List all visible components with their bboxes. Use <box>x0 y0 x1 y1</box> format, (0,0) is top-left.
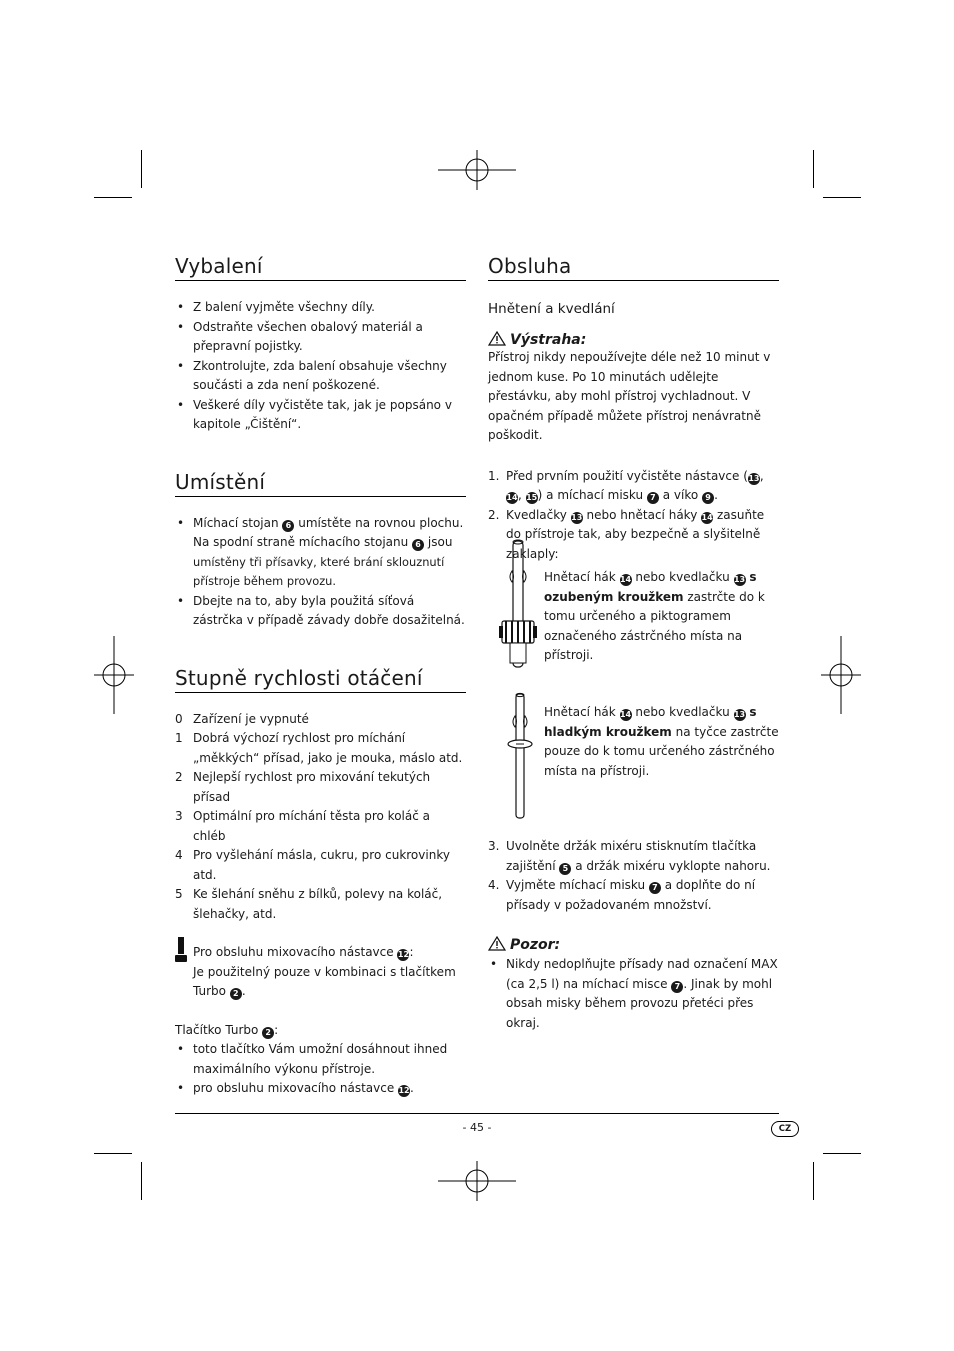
exclamation-note-icon <box>175 937 187 963</box>
list-item: • Nikdy nedoplňujte přísady nad označení MAX (ca 2,5 l) na míchací misce 7 . Jinak by mohl obsah misky během provozu přetéci přes okraj. <box>488 955 779 1033</box>
list-item: • Z balení vyjměte všechny díly. <box>175 298 466 318</box>
crop-mark <box>813 1162 814 1200</box>
umisteni-list <box>175 514 466 631</box>
figure-1-caption: Hnětací hák 14 nebo kvedlačku 13 s ozubeným kroužkem zastrčte do k tomu určeného a piktogramem označeného zástrčného místa na přístroji. <box>544 570 765 662</box>
part-number-badge: 14 <box>619 575 632 584</box>
list-item: • toto tlačítko Vám umožní dosáhnout ihned maximálního výkonu přístroje. <box>175 1040 466 1079</box>
list-item: 3 Optimální pro míchání těsta pro koláč a chléb <box>175 809 430 843</box>
language-badge: CZ <box>771 1121 799 1137</box>
warning-text: Přístroj nikdy nepoužívejte déle než 10 minut v jednom kuse. Po 10 minutách udělejte přestávku, aby mohl přístroj vychladnout. V opačném případě můžete přístroj nenávratně poškodit. <box>488 350 771 442</box>
heading-umisteni: Umístění <box>175 468 466 497</box>
list-item: • Odstraňte všechen obalový materiál a přepravní pojistky. <box>175 318 466 357</box>
list-item: • Veškeré díly vyčistěte tak, jak je popsáno v kapitole „Čištění“. <box>175 396 466 435</box>
steps-and-caution <box>488 837 779 1033</box>
heading-vybaleni: Vybalení <box>175 252 466 281</box>
turbo-label: Tlačítko Turbo 2 : <box>175 1022 279 1037</box>
list-item: 0 Zařízení je vypnuté <box>175 711 309 726</box>
list-item: 3. Uvolněte držák mixéru stisknutím tlačítka zajištění 5 a držák mixéru vyklopte nahoru. <box>488 839 771 873</box>
part-number-badge: 6 <box>282 520 294 532</box>
crop-mark <box>94 197 132 198</box>
footer-divider <box>175 1113 779 1114</box>
crop-mark <box>94 1153 132 1154</box>
section-vybaleni <box>175 252 466 435</box>
part-number-badge: 14 <box>506 493 518 502</box>
part-number-badge: 14 <box>701 512 713 522</box>
part-number-badge: 2 <box>230 988 242 1000</box>
part-number-badge: 7 <box>649 882 661 894</box>
registration-mark-icon <box>94 636 134 714</box>
part-number-badge: 12 <box>398 1086 410 1095</box>
list-item: 1. Před prvním použití vyčistěte nástavce (13, 14, 15) a míchací misku 7 a víko 9 . <box>488 468 764 502</box>
crop-mark <box>141 150 142 188</box>
part-number-badge: 13 <box>748 473 760 483</box>
subheading-hneteni: Hnětení a kvedlání <box>488 301 615 317</box>
part-number-badge: 13 <box>733 710 746 719</box>
mixer-note: Pro obsluhu mixovacího nástavce 12: Je použitelný pouze v kombinaci s tlačítkem Turbo 2 . <box>175 943 466 1002</box>
crop-mark <box>823 1153 861 1154</box>
list-item: • pro obsluhu mixovacího nástavce 12. <box>175 1079 466 1099</box>
list-item: • Zkontrolujte, zda balení obsahuje všechny součásti a zda není poškozené. <box>175 357 466 396</box>
right-column <box>488 252 779 564</box>
heading-stupne: Stupně rychlosti otáčení <box>175 664 466 693</box>
list-item: • Míchací stojan 6 umístěte na rovnou plochu. Na spodní straně míchacího stojanu 6 jsou umístěny tři přísavky, které brání sklouznutí přístroje během provozu. <box>175 514 466 592</box>
list-item: 4 Pro vyšlehání másla, cukru, pro cukrovinky atd. <box>175 848 450 882</box>
warning-triangle-icon <box>488 936 506 951</box>
caution-list <box>488 955 779 1033</box>
registration-mark-icon <box>438 1161 516 1201</box>
part-number-badge: 12 <box>397 950 410 959</box>
warning-triangle-icon <box>488 331 506 346</box>
speed-levels-list <box>175 710 466 925</box>
section-umisteni <box>175 468 466 631</box>
figure-2-caption: Hnětací hák 14 nebo kvedlačku 13 s hladkým kroužkem na tyčce zastrčte pouze do k tomu určeného zástrčného místa na přístroji. <box>544 705 779 778</box>
crop-mark <box>813 150 814 188</box>
crop-mark <box>823 197 861 198</box>
registration-mark-icon <box>821 636 861 714</box>
part-number-badge: 2 <box>262 1027 274 1039</box>
vybaleni-list <box>175 298 466 435</box>
part-number-badge: 7 <box>647 492 659 504</box>
part-number-badge: 13 <box>571 512 583 522</box>
registration-mark-icon <box>438 150 516 190</box>
section-stupne <box>175 664 466 1099</box>
steps-list-2 <box>488 837 779 915</box>
part-number-badge: 14 <box>619 710 632 719</box>
crop-mark <box>141 1162 142 1200</box>
hook-smooth-ring-illustration <box>502 690 538 820</box>
left-column <box>175 252 466 1099</box>
turbo-list <box>175 1040 466 1099</box>
part-number-badge: 15 <box>526 493 538 502</box>
part-number-badge: 13 <box>733 575 746 584</box>
list-item: 5 Ke šlehání sněhu z bílků, polevy na koláč, šlehačky, atd. <box>175 887 443 921</box>
list-item: 1 Dobrá výchozí rychlost pro míchání „měkkých“ přísad, jako je mouka, máslo atd. <box>175 731 463 765</box>
hook-geared-ring-illustration <box>496 537 542 671</box>
list-item: 2 Nejlepší rychlost pro mixování tekutých přísad <box>175 770 431 804</box>
list-item: • Dbejte na to, aby byla použitá síťová zástrčka v případě závady dobře dosažitelná. <box>175 592 466 631</box>
part-number-badge: 9 <box>702 492 714 504</box>
warning-title: Výstraha: <box>488 330 779 350</box>
part-number-badge: 7 <box>671 981 683 993</box>
part-number-badge: 5 <box>559 863 571 875</box>
part-number-badge: 6 <box>412 539 424 551</box>
caution-title: Pozor: <box>488 935 779 955</box>
page-number: - 45 - <box>462 1121 492 1134</box>
list-item: 2. Kvedlačky 13 nebo hnětací háky 14 zasuňte do přístroje tak, aby bezpečně a slyšitelně zaklaply: <box>488 507 765 561</box>
heading-obsluha: Obsluha <box>488 252 779 281</box>
list-item: 4. Vyjměte míchací misku 7 a doplňte do ní přísady v požadovaném množství. <box>488 878 756 912</box>
